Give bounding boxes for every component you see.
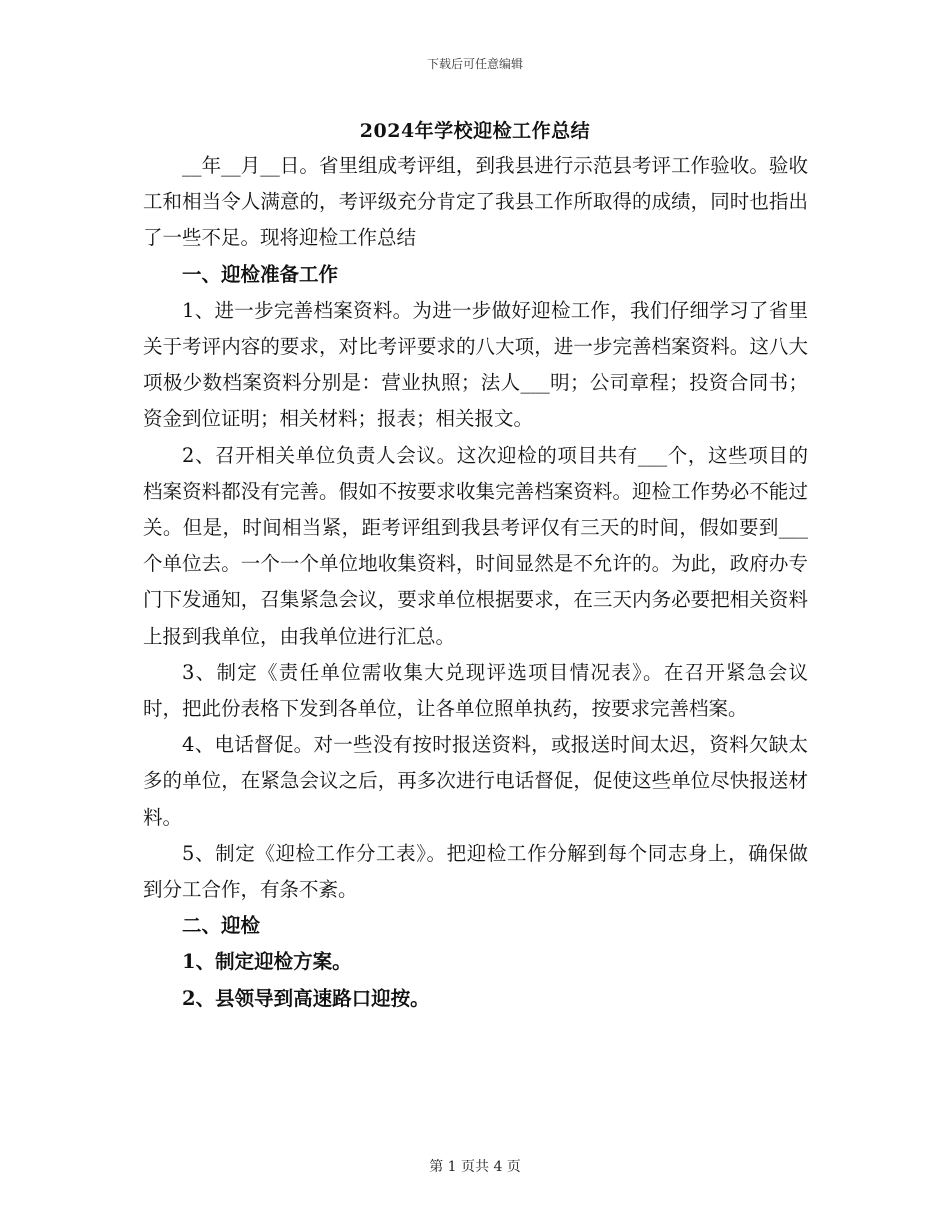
paragraph-division: 5、制定《迎检工作分工表》。把迎检工作分解到每个同志身上，确保做到分工合作，有条不紊。 — [143, 841, 808, 902]
paragraph-form: 3、制定《责任单位需收集大兑现评选项目情况表》。在召开紧急会议时，把此份表格下发到各单位，让各单位照单执药，按要求完善档案。 — [143, 660, 808, 721]
page-number: 第 1 页共 4 页 — [429, 1159, 521, 1175]
paragraph-archives: 1、进一步完善档案资料。为进一步做好迎检工作，我们仔细学习了省里关于考评内容的要求，对比考评要求的八大项，进一步完善档案资料。这八大项极少数档案资料分别是：营业执照；法人___明；公司章程；投资合同书；资金到位证明；相关材料；报表；相关报文。 — [143, 298, 808, 431]
section-heading-inspection: 二、迎检 — [182, 914, 261, 938]
paragraph-meeting: 2、召开相关单位负责人会议。这次迎检的项目共有___个，这些项目的档案资料都没有完善。假如不按要求收集完善档案资料。迎检工作势必不能过关。但是，时间相当紧，距考评组到我县考评仅有三天的时间，假如要到___个单位去。一个一个单位地收集资料，时间显然是不允许的。为此，政府办专门下发通知，召集紧急会议，要求单位根据要求，在三天内务必要把相关资料上报到我单位，由我单位进行汇总。 — [143, 443, 808, 648]
intro-paragraph: __年__月__日。省里组成考评组，到我县进行示范县考评工作验收。验收工和相当令人满意的，考评级充分肯定了我县工作所取得的成绩，同时也指出了一些不足。现将迎检工作总结 — [143, 154, 808, 250]
section-heading-preparation: 一、迎检准备工作 — [182, 262, 339, 286]
paragraph-phone: 4、电话督促。对一些没有按时报送资料，或报送时间太迟，资料欠缺太多的单位，在紧急会议之后，再多次进行电话督促，促使这些单位尽快报送材料。 — [143, 733, 808, 829]
page-header-note: 下载后可任意编辑 — [426, 57, 523, 71]
document-title: 2024年学校迎检工作总结 — [359, 120, 591, 142]
item-reception: 2、县领导到高速路口迎按。 — [182, 986, 430, 1010]
document-body — [143, 148, 808, 1017]
item-plan: 1、制定迎检方案。 — [182, 950, 352, 974]
